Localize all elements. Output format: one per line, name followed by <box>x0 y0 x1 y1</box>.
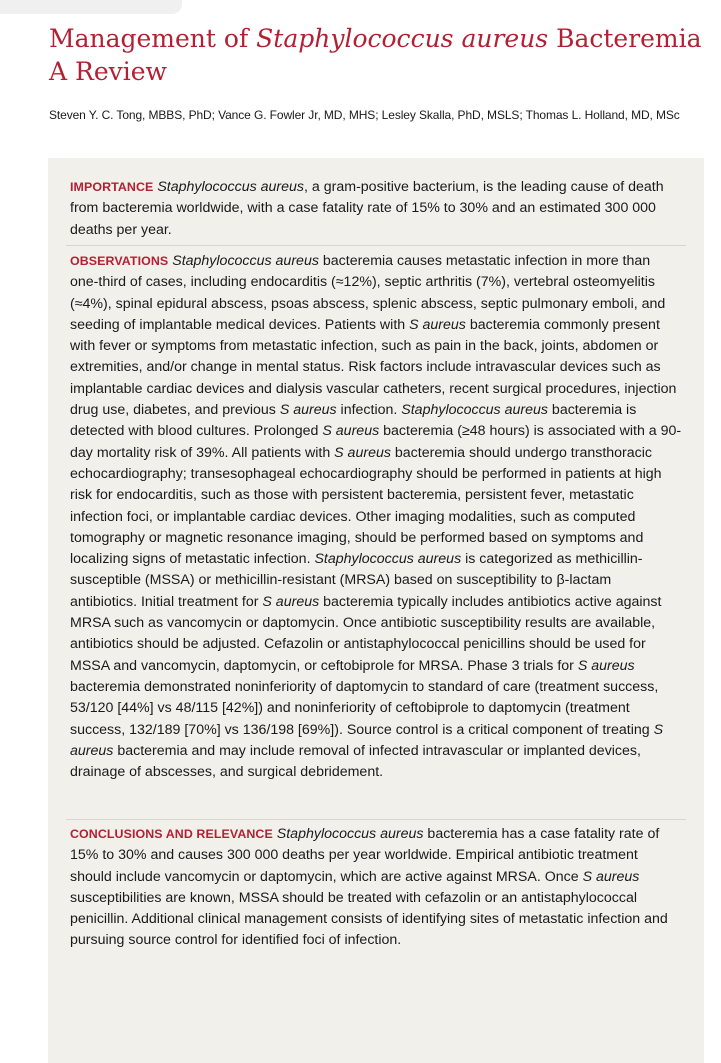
abstract-panel <box>48 158 704 1063</box>
section-divider <box>66 819 686 820</box>
observations-text: bacteremia commonly present with fever or symptoms from metastatic infection, such as pain in the back, joints, abdomen or extremities, and/or change in mental status. Risk factors include intravascular devices such as implantable cardiac devices and dialysis vascular catheters, recent surgical procedures, injection drug use, diabetes, and previous <box>70 316 677 419</box>
observations-text-italic: Staphylococcus aureus <box>401 402 548 419</box>
observations-text-italic: S aureus <box>577 657 635 674</box>
observations-text-italic: S aureus <box>334 444 391 461</box>
importance-label: IMPORTANCE <box>70 180 154 194</box>
conclusions-text-italic: Staphylococcus aureus <box>276 826 424 842</box>
observations-section <box>70 251 682 783</box>
observations-text: bacteremia should undergo transthoracic echocardiography; transesophageal echocardiography should be performed in patients at high risk for endocarditis, such as those with persistent bacteremia, persistent fever, metastatic infection foci, or implantable cardiac devices. Other imaging modalities, such as computed tomography or magnetic resonance imaging, should be performed based on symptoms and localizing signs of metastatic infection. <box>70 444 662 568</box>
importance-text-italic: Staphylococcus aureus <box>157 179 305 195</box>
observations-text-italic: S aureus <box>262 593 320 610</box>
observations-text-italic: S aureus <box>409 316 466 333</box>
observations-text: bacteremia and may include removal of infected intravascular or implanted devices, drainage of abscesses, and surgical debridement. <box>70 742 641 781</box>
page-corner-tab <box>0 0 182 14</box>
title-organism: Staphylococcus aureus <box>256 24 549 53</box>
conclusions-section <box>70 824 682 952</box>
conclusions-text: susceptibilities are known, MSSA should be treated with cefazolin or an antistaphylococcal penicillin. Additional clinical management consists of identifying sites of metastatic infection and pursuing source control for identified foci of infection. <box>70 889 668 949</box>
observations-text: infection. <box>336 402 402 419</box>
observations-text: bacteremia (≥48 hours) is associated with a 90-day mortality risk of 39%. All patients with <box>70 423 682 461</box>
article-title <box>49 22 709 88</box>
observations-text: bacteremia demonstrated noninferiority of daptomycin to standard of care (treatment success, 53/120 [44%] vs 48/115 [42%]) and noninferiority of ceftobiprole to daptomycin (treatment success, 132/189 [70%] vs 136/198 [69%]). Source control is a critical component of treating <box>70 678 659 738</box>
observations-text-italic: S aureus <box>70 721 664 759</box>
observations-text: bacteremia causes metastatic infection in more than one-third of cases, including endocarditis (≈12%), septic arthritis (7%), vertebral osteomyelitis (≈4%), spinal epidural abscess, psoas abscess, splenic abscess, septic pulmonary emboli, and seeding of implantable medical devices. Patients with <box>70 253 666 333</box>
observations-text-italic: Staphylococcus aureus <box>314 551 462 568</box>
title-text: Management of <box>49 24 257 53</box>
conclusions-text-italic: S aureus <box>582 868 640 885</box>
observations-text-italic: S aureus <box>322 423 380 440</box>
observations-text-italic: Staphylococcus aureus <box>172 253 319 269</box>
observations-text: is categorized as methicillin-susceptible (MSSA) or methicillin-resistant (MRSA) based on susceptibility to β-lactam antibiotics. Initial treatment for <box>70 551 643 610</box>
conclusions-label: CONCLUSIONS AND RELEVANCE <box>70 827 273 841</box>
importance-section <box>70 177 682 241</box>
observations-text: bacteremia typically includes antibiotics active against MRSA such as vancomycin or daptomycin. Once antibiotic susceptibility results are available, antibiotics should be adjusted. Cefazolin or antistaphylococcal penicillins should be used for MSSA and vancomycin, daptomycin, or ceftobiprole for MRSA. Phase 3 trials for <box>70 593 662 674</box>
section-divider <box>66 245 686 246</box>
observations-text: bacteremia is detected with blood cultures. Prolonged <box>70 402 637 440</box>
observations-label: OBSERVATIONS <box>70 254 169 268</box>
observations-text-italic: S aureus <box>279 402 337 419</box>
title-text-end: Bacteremia <box>548 24 702 53</box>
importance-text: , a gram-positive bacterium, is the leading cause of death from bacteremia worldwide, with a case fatality rate of 15% to 30% and an estimated 300 000 deaths per year. <box>70 179 664 238</box>
conclusions-text: bacteremia has a case fatality rate of 15% to 30% and causes 300 000 deaths per year worldwide. Empirical antibiotic treatment should include vancomycin or daptomycin, which are active against MRSA. Once <box>70 826 660 885</box>
article-subtitle: A Review <box>49 57 167 86</box>
author-list: Steven Y. C. Tong, MBBS, PhD; Vance G. Fowler Jr, MD, MHS; Lesley Skalla, PhD, MSLS; Thomas L. Holland, MD, MSc <box>49 108 680 122</box>
